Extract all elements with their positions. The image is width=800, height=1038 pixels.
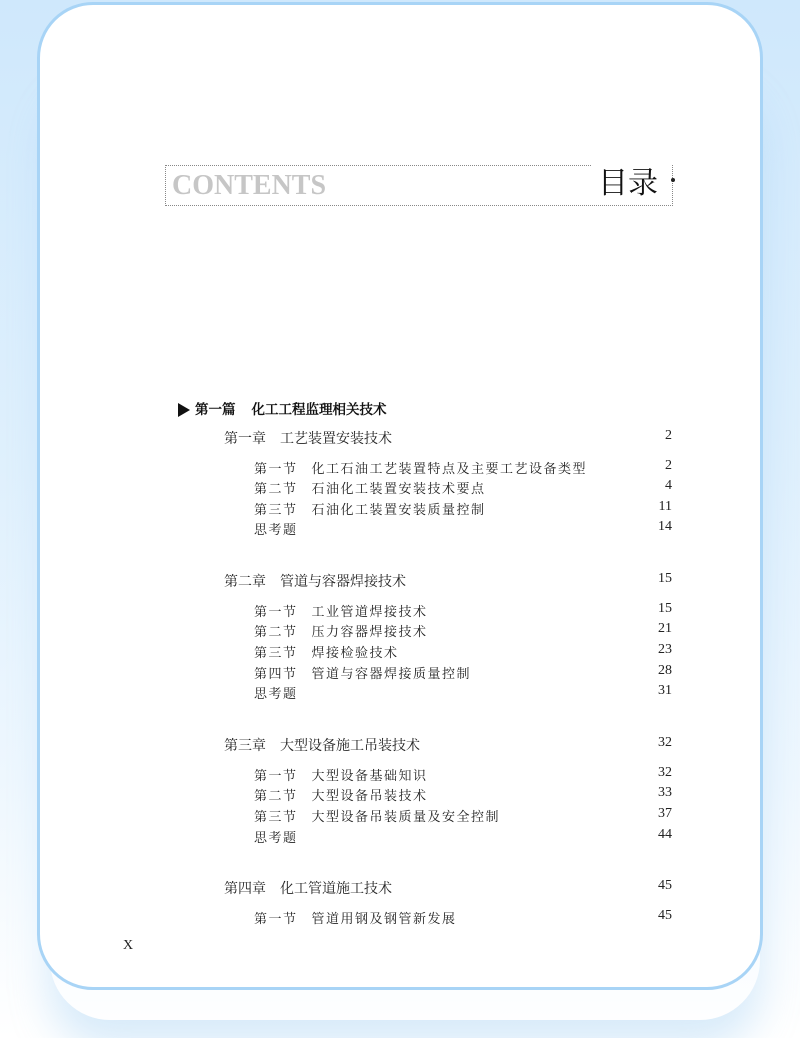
chapter-title: 化工管道施工技术: [280, 881, 392, 897]
section-title: 管道与容器焊接质量控制: [311, 667, 472, 682]
section-page: 33: [658, 785, 672, 800]
section-title: 大型设备基础知识: [311, 769, 428, 784]
chapter-number: 第二章: [224, 574, 266, 590]
section-title: 工业管道焊接技术: [311, 605, 428, 620]
triangle-right-icon: [178, 403, 190, 417]
chapter-title: 工艺装置安装技术: [280, 431, 392, 447]
section-title: 焊接检验技术: [311, 646, 399, 661]
section-page: 14: [658, 519, 672, 534]
chapter-page: 45: [658, 878, 672, 893]
section-title: 管道用钢及钢管新发展: [311, 912, 457, 927]
section-number: 第二节: [254, 482, 298, 497]
section-title: 大型设备吊装质量及安全控制: [311, 810, 501, 825]
chapter-page: 2: [665, 428, 672, 443]
section-number: 第四节: [254, 667, 298, 682]
section-number: 第三节: [254, 503, 298, 518]
section-page: 15: [658, 601, 672, 616]
section-title: 压力容器焊接技术: [311, 625, 428, 640]
section-title: 化工石油工艺装置特点及主要工艺设备类型: [311, 462, 588, 477]
chapter-number: 第三章: [224, 738, 266, 754]
section-page: 37: [658, 806, 672, 821]
section-title: 大型设备吊装技术: [311, 789, 428, 804]
page-number: X: [123, 938, 134, 953]
contents-title-en: CONTENTS: [172, 170, 327, 201]
section-number: 第一节: [254, 605, 298, 620]
section-page: 2: [665, 458, 672, 473]
section-number: 第一节: [254, 769, 298, 784]
part-number: 第一篇: [195, 402, 236, 418]
section-page: 32: [658, 765, 672, 780]
section-page: 28: [658, 663, 672, 678]
section-page: 21: [658, 621, 672, 636]
section-number: 思考题: [254, 831, 298, 846]
section-page: 11: [658, 499, 672, 514]
section-number: 第二节: [254, 625, 298, 640]
section-page: 4: [665, 478, 672, 493]
section-page: 44: [658, 827, 672, 842]
contents-title-zh: 目录: [598, 166, 658, 201]
section-number: 第二节: [254, 789, 298, 804]
section-number: 第三节: [254, 810, 298, 825]
toc-part[interactable]: [178, 398, 387, 418]
section-number: 第三节: [254, 646, 298, 661]
section-number: 思考题: [254, 687, 298, 702]
chapter-title: 管道与容器焊接技术: [280, 574, 406, 590]
chapter-page: 15: [658, 571, 672, 586]
section-title: 石油化工装置安装技术要点: [311, 482, 486, 497]
chapter-page: 32: [658, 735, 672, 750]
chapter-number: 第四章: [224, 881, 266, 897]
section-page: 45: [658, 908, 672, 923]
section-number: 思考题: [254, 523, 298, 538]
chapter-number: 第一章: [224, 431, 266, 447]
part-title: 化工工程监理相关技术: [251, 402, 387, 418]
section-title: 石油化工装置安装质量控制: [311, 503, 486, 518]
section-number: 第一节: [254, 462, 298, 477]
section-number: 第一节: [254, 912, 298, 927]
section-page: 23: [658, 642, 672, 657]
chapter-title: 大型设备施工吊装技术: [280, 738, 420, 754]
section-page: 31: [658, 683, 672, 698]
